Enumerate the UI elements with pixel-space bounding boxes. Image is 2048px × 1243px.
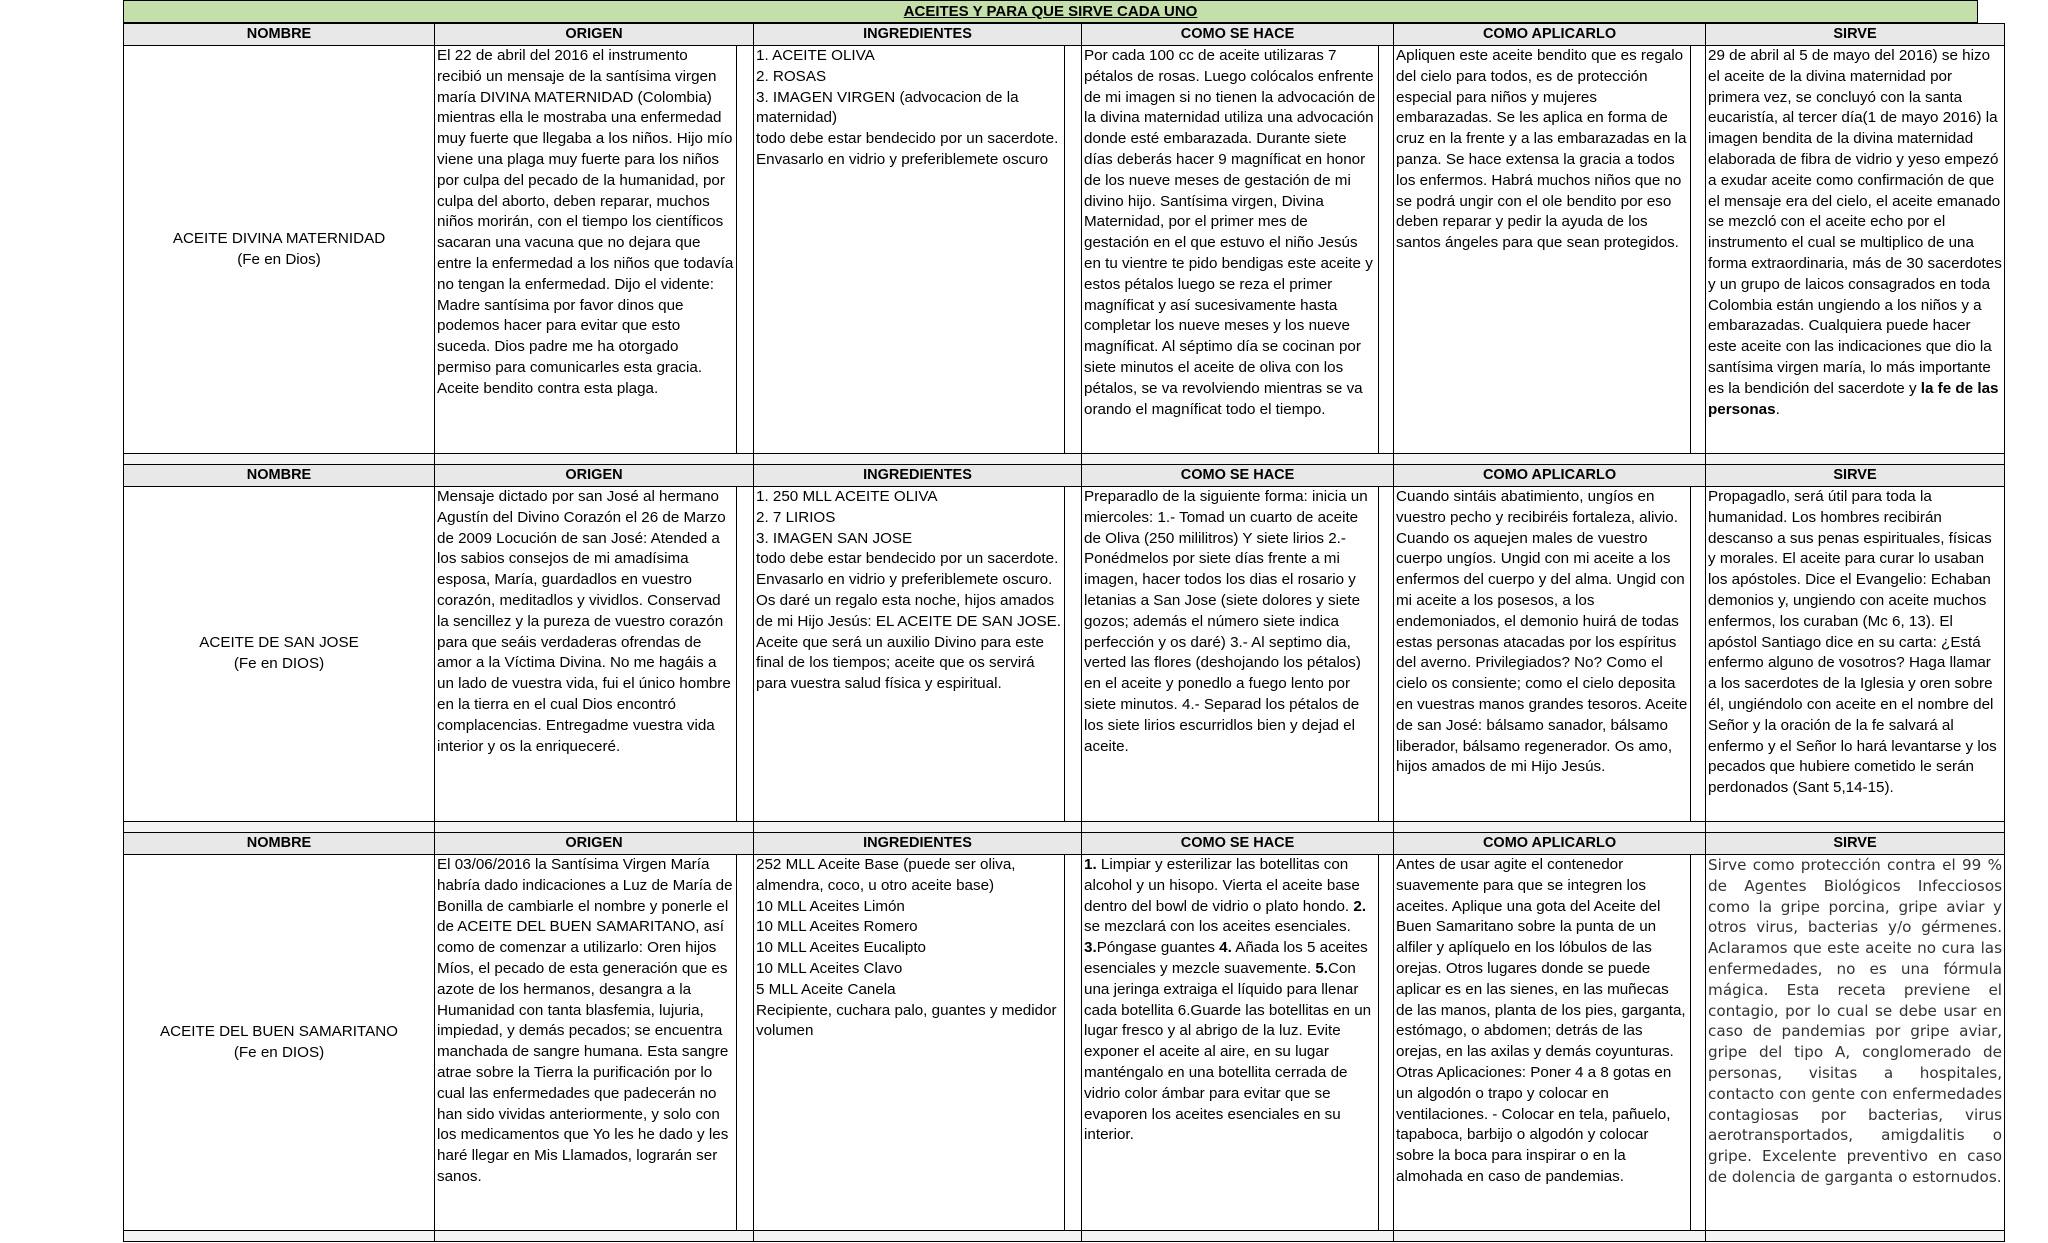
ingredient-line: 10 MLL Aceites Clavo (756, 959, 903, 977)
ingredient-line: 2. ROSAS (756, 67, 827, 85)
ingredient-line: todo debe estar bendecido por un sacerdote. (756, 130, 1059, 148)
step-number: 1. (1084, 856, 1097, 873)
table-row (124, 46, 2005, 454)
step-text: Con una jeringa extraiga el líquido para llenar cada botellita 6.Guarde las botellitas en un lugar fresco y al abrigo de la luz. Evite exponer el aceite al aire, en su lugar manténgalo en una botellita cerrada de vidrio color ámbar para evitar que se evaporen los aceites esenciales en su interior. (1084, 959, 1372, 1144)
header-como-se-hace[interactable]: COMO SE HACE (1082, 833, 1394, 855)
ingredient-line: 10 MLL Aceites Eucalipto (756, 939, 926, 957)
cell-como-aplicarlo[interactable]: Apliquen este aceite bendito que es regalo del cielo para todos, es de protección especial para niños y mujeres embarazadas. Se les aplica en forma de cruz en la frente y a las embarazadas en la panza. Se hace extensa la gracia a todos los enfermos. Habrá muchos niños que no se podrá ungir con el ole bendito por eso deben reparar y pedir la ayuda de los santos ángeles para que sean protegidos. (1394, 46, 1691, 454)
cell-empty[interactable] (1379, 46, 1394, 454)
cell-empty[interactable] (1065, 487, 1082, 822)
step-number: 4. (1219, 939, 1232, 957)
ingredient-line: 2. 7 LIRIOS (756, 508, 836, 526)
separator-row (124, 1231, 2005, 1242)
cell-sirve[interactable]: Propagadlo, será útil para toda la humanidad. Los hombres recibirán descanso a sus penas espirituales, físicas y morales. El aceite para curar lo usaban los apóstoles. Dice el Evangelio: Echaban demonios y, ungiendo con aceite muchos enfermos, los curaban (Mc 6, 13). El apóstol Santiago dice en su carta: ¿Está enfermo alguno de vosotros? Haga llamar a los sacerdotes de la Iglesia y oren sobre él, ungiéndolo con aceite en el nombre del Señor y la oración de la fe salvará al enfermo y el Señor lo hará levantarse y los pecados que hubiere cometido le serán perdonados (Sant 5,14-15). (1706, 487, 2005, 822)
cell-empty[interactable] (124, 1231, 435, 1242)
header-como-se-hace[interactable]: COMO SE HACE (1082, 24, 1394, 46)
oil-faith: (Fe en DIOS) (233, 1043, 325, 1061)
cell-empty[interactable] (124, 454, 435, 465)
cell-como-se-hace[interactable]: Por cada 100 cc de aceite utilizaras 7 pétalos de rosas. Luego colócalos enfrente de mi imagen si no tienen la advocación de la divina maternidad utiliza una advocación donde esté embarazada. Durante siete días deberás hacer 9 magníficat en honor de los nueve meses de gestación de mi divino hijo. Santísima virgen, Divina Maternidad, por el primer mes de gestación en el que estuvo el niño Jesús en tu vientre te pido bendigas este aceite y estos pétalos luego se reza el primer magníficat y así sucesivamente hasta completar los nueve meses y los nueve magníficat. Al séptimo día se cocinan por siete minutos el aceite de oliva con los pétalos, se va revolviendo mientras se va orando el magníficat todo el tiempo. (1082, 46, 1379, 454)
cell-como-aplicarlo[interactable]: Antes de usar agite el contenedor suavemente para que se integren los aceites. Aplique una gota del Aceite del Buen Samaritano sobre la punta de un alfiler y aplíquelo en los lóbulos de las orejas. Otros lugares donde se puede aplicar es en las sienes, en las muñecas de las manos, planta de los pies, garganta, estómago, o abdomen; detrás de las orejas, en las axilas y demás coyunturas. Otras Aplicaciones: Poner 4 a 8 gotas en un algodón o trapo y colocar en ventilaciones. - Colocar en tela, pañuelo, tapaboca, barbijo o algodón y colocar sobre la boca para inspirar o en la almohada en caso de pandemias. (1394, 855, 1691, 1231)
cell-empty[interactable] (1082, 1231, 1394, 1242)
separator-row (124, 454, 2005, 465)
cell-empty[interactable] (1691, 46, 1706, 454)
header-origen[interactable]: ORIGEN (435, 465, 754, 487)
cell-empty[interactable] (754, 454, 1082, 465)
sirve-end-text: . (1775, 400, 1780, 418)
step-text: Póngase guantes (1096, 939, 1220, 957)
spreadsheet (123, 0, 2003, 1243)
separator-row (124, 822, 2005, 833)
cell-como-se-hace[interactable]: Preparadlo de la siguiente forma: inicia un miercoles: 1.- Tomad un cuarto de aceite de Oliva (250 mililitros) Y siete lirios 2.- Ponédmelos por siete días frente a mi imagen, hacer todos los dias el rosario y letanias a San Jose (siete dolores y siete gozos; además el número siete indica perfección y os daré) 3.- Al septimo dia, verted las flores (deshojando los pétalos) en el aceite y ponedlo a fuego lento por siete minutos. 4.- Separad los pétalos de los siete lirios escurridlos bien y dejad el aceite. (1082, 487, 1379, 822)
oils-table (123, 23, 2005, 1242)
header-nombre[interactable]: NOMBRE (124, 465, 435, 487)
cell-empty[interactable] (435, 822, 754, 833)
cell-empty[interactable] (1394, 822, 1706, 833)
ingredient-line: 5 MLL Aceite Canela (756, 980, 896, 998)
step-number: 2. (1353, 897, 1367, 915)
ingredient-line: 3. IMAGEN SAN JOSE (756, 529, 913, 547)
oil-faith: (Fe en DIOS) (233, 655, 325, 672)
ingredient-line: 252 MLL Aceite Base (puede ser oliva, almendra, coco, u otro aceite base) (756, 856, 1016, 894)
cell-empty[interactable] (1379, 487, 1394, 822)
ingredient-line: 3. IMAGEN VIRGEN (advocacion de la maternidad) (756, 88, 1019, 127)
cell-empty[interactable] (1379, 855, 1394, 1231)
cell-empty[interactable] (737, 46, 754, 454)
oil-name: ACEITE DIVINA MATERNIDAD (172, 229, 386, 247)
header-como-aplicarlo[interactable]: COMO APLICARLO (1394, 24, 1706, 46)
cell-empty[interactable] (1394, 454, 1706, 465)
cell-empty[interactable] (1082, 454, 1394, 465)
cell-sirve[interactable]: Sirve como protección contra el 99 % de Agentes Biológicos Infecciosos como la gripe porcina, gripe aviar y otros virus, bacterias y/o gérmenes. Aclaramos que este aceite no cura las enfermedades, no es una fórmula mágica. Esta receta previene el contagio, por lo cual se debe usar en caso de pandemias por gripe aviar, gripe del tipo A, conglomerado de personas, visitas a hospitales, contacto con gente con enfermedades contagiosas por bacterias, virus aerotransportados, amigdalitis o gripe. Excelente preventivo en caso de dolencia de garganta o estornudos. (1706, 855, 2005, 1231)
oil-name: ACEITE DE SAN JOSE (199, 634, 359, 652)
cell-empty[interactable] (1691, 487, 1706, 822)
cell-ingredientes[interactable] (754, 46, 1065, 454)
ingredient-line: Recipiente, cuchara palo, guantes y medidor volumen (756, 1001, 1057, 1040)
cell-nombre[interactable] (124, 46, 435, 454)
step-text: se mezclará con los aceites esenciales. (1084, 918, 1351, 936)
step-text: Añada los 5 aceites esenciales y mezcle suavemente. (1084, 939, 1368, 977)
cell-empty[interactable] (1706, 822, 2005, 833)
ingredient-line: Envasarlo en vidrio y preferiblemete oscuro. (756, 571, 1053, 589)
ingredient-line: 1. ACEITE OLIVA (756, 47, 875, 64)
cell-ingredientes[interactable] (754, 855, 1065, 1231)
ingredient-line: Os daré un regalo esta noche, hijos amados de mi Hijo Jesús: EL ACEITE DE SAN JOSE. Aceite que será un auxilio Divino para este final de los tiempos; aceite que os servirá para vuestra salud física y espiritual. (756, 591, 1061, 693)
ingredient-line: Envasarlo en vidrio y preferiblemete oscuro (756, 150, 1049, 168)
header-origen[interactable]: ORIGEN (435, 833, 754, 855)
oil-name: ACEITE DEL BUEN SAMARITANO (160, 1022, 398, 1040)
cell-empty[interactable] (754, 822, 1082, 833)
header-origen[interactable]: ORIGEN (435, 24, 754, 46)
header-como-aplicarlo[interactable]: COMO APLICARLO (1394, 833, 1706, 855)
ingredient-line: 10 MLL Aceites Limón (756, 897, 905, 915)
cell-origen[interactable]: El 22 de abril del 2016 el instrumento recibió un mensaje de la santísima virgen maría DIVINA MATERNIDAD (Colombia) mientras ella le mostraba una enfermedad muy fuerte que llegaba a los niños. Hijo mío viene una plaga muy fuerte para los niños por culpa del pecado de la humanidad, por culpa del aborto, deben reparar, muchos niños morirán, con el tiempo los científicos sacaran una vacuna que no dejara que entre la enfermedad a los niños que todavía no tengan la enfermedad. Dijo el vidente: Madre santísima por favor dinos que podemos hacer para evitar que esto suceda. Dios padre me ha otorgado permiso para comunicarles esta gracia. Aceite bendito contra esta plaga. (435, 46, 737, 454)
header-como-se-hace[interactable]: COMO SE HACE (1082, 465, 1394, 487)
step-text: Limpiar y esterilizar las botellitas con alcohol y un hisopo. Vierta el aceite base dentro del bowl de vidrio o plato hondo. (1084, 856, 1360, 915)
header-como-aplicarlo[interactable]: COMO APLICARLO (1394, 465, 1706, 487)
sirve-text: 29 de abril al 5 de mayo del 2016) se hizo el aceite de la divina maternidad por primera vez, se concluyó con la santa eucaristía, al tercer día(1 de mayo 2016) la imagen bendita de la divina maternidad elaborada de fibra de vidrio y yeso empezó a exudar aceite como confirmación de que el mensaje era del cielo, el aceite emanado se mezcló con el aceite echo por el instrumento el cual se multiplico de una forma extraordinaria, más de 30 sacerdotes y un grupo de laicos consagrados en toda Colombia están ungiendo a los niños y a embarazadas. Cualquiera puede hacer este aceite con las indicaciones que dio la santísima virgen maría, lo más importante es la bendición del sacerdote y (1708, 47, 2002, 397)
header-ingredientes[interactable]: INGREDIENTES (754, 465, 1082, 487)
header-nombre[interactable]: NOMBRE (124, 24, 435, 46)
sheet-title: ACEITES Y PARA QUE SIRVE CADA UNO (123, 0, 1978, 23)
header-row (124, 24, 2005, 46)
cell-origen[interactable]: Mensaje dictado por san José al hermano Agustín del Divino Corazón el 26 de Marzo de 2009 Locución de san José: Atended a los sabios consejos de mi amadísima esposa, María, guardadlos en vuestro corazón, meditadlos y vividlos. Conservad la sencillez y la pureza de vuestro corazón para que seáis verdaderas ofrendas de amor a la Víctima Divina. No me hagáis a un lado de vuestra vida, fui el único hombre en la tierra en el cual Dios encontró complacencias. Entregadme vuestra vida interior y os la enriqueceré. (435, 487, 737, 822)
cell-empty[interactable] (737, 855, 754, 1231)
header-sirve[interactable]: SIRVE (1706, 24, 2005, 46)
cell-empty[interactable] (1706, 454, 2005, 465)
cell-como-aplicarlo[interactable]: Cuando sintáis abatimiento, ungíos en vuestro pecho y recibiréis fortaleza, alivio. Cuando os aquejen males de vuestro cuerpo ungíos. Ungid con mi aceite a los enfermos del cuerpo y del alma. Ungid con mi aceite a los posesos, a los endemoniados, el demonio huirá de todas estas personas atacadas por los espíritus del averno. Privilegiados? No? Como el cielo os consiente; como el cielo deposita en vuestras manos grandes tesoros. Aceite de san José: bálsamo sanador, bálsamo liberador, bálsamo regenerador. Os amo, hijos amados de mi Hijo Jesús. (1394, 487, 1691, 822)
header-sirve[interactable]: SIRVE (1706, 465, 2005, 487)
cell-empty[interactable] (124, 822, 435, 833)
step-number: 5. (1315, 959, 1329, 977)
cell-ingredientes[interactable] (754, 487, 1065, 822)
header-sirve[interactable]: SIRVE (1706, 833, 2005, 855)
cell-empty[interactable] (1065, 46, 1082, 454)
sirve-bold-text: la fe de las personas (1708, 379, 1999, 418)
table-row (124, 487, 2005, 822)
cell-empty[interactable] (1065, 855, 1082, 1231)
oil-faith: (Fe en Dios) (237, 250, 321, 268)
cell-empty[interactable] (737, 487, 754, 822)
header-ingredientes[interactable]: INGREDIENTES (754, 24, 1082, 46)
cell-empty[interactable] (1706, 1231, 2005, 1242)
cell-empty[interactable] (435, 454, 754, 465)
cell-empty[interactable] (1691, 855, 1706, 1231)
ingredient-line: 1. 250 MLL ACEITE OLIVA (756, 488, 938, 505)
header-nombre[interactable]: NOMBRE (124, 833, 435, 855)
cell-empty[interactable] (1394, 1231, 1706, 1242)
cell-origen[interactable]: El 03/06/2016 la Santísima Virgen María habría dado indicaciones a Luz de María de Bonilla de cambiarle el nombre y ponerle el de ACEITE DEL BUEN SAMARITANO, así como de comenzar a utilizarlo: Oren hijos Míos, el pecado de esta generación que es azote de los hermanos, desangra a la Humanidad con tanta blasfemia, lujuria, impiedad, y demás pecados; se encuentra manchada de sangre humana. Esta sangre atrae sobre la Tierra la purificación por lo cual las enfermedades que padecerán no han sido vividas anteriormente, y solo con los medicamentos que Yo les he dado y les haré llegar en Mis Llamados, lograrán ser sanos. (435, 855, 737, 1231)
header-row (124, 465, 2005, 487)
cell-nombre[interactable] (124, 487, 435, 822)
cell-empty[interactable] (435, 1231, 754, 1242)
cell-empty[interactable] (1082, 822, 1394, 833)
header-ingredientes[interactable]: INGREDIENTES (754, 833, 1082, 855)
cell-como-se-hace[interactable] (1082, 855, 1379, 1231)
ingredient-line: 10 MLL Aceites Romero (756, 918, 918, 936)
ingredient-line: todo debe estar bendecido por un sacerdote. (756, 550, 1059, 568)
cell-sirve[interactable] (1706, 46, 2005, 454)
cell-nombre[interactable] (124, 855, 435, 1231)
table-row (124, 855, 2005, 1231)
step-number: 3. (1084, 939, 1097, 957)
header-row (124, 833, 2005, 855)
cell-empty[interactable] (754, 1231, 1082, 1242)
